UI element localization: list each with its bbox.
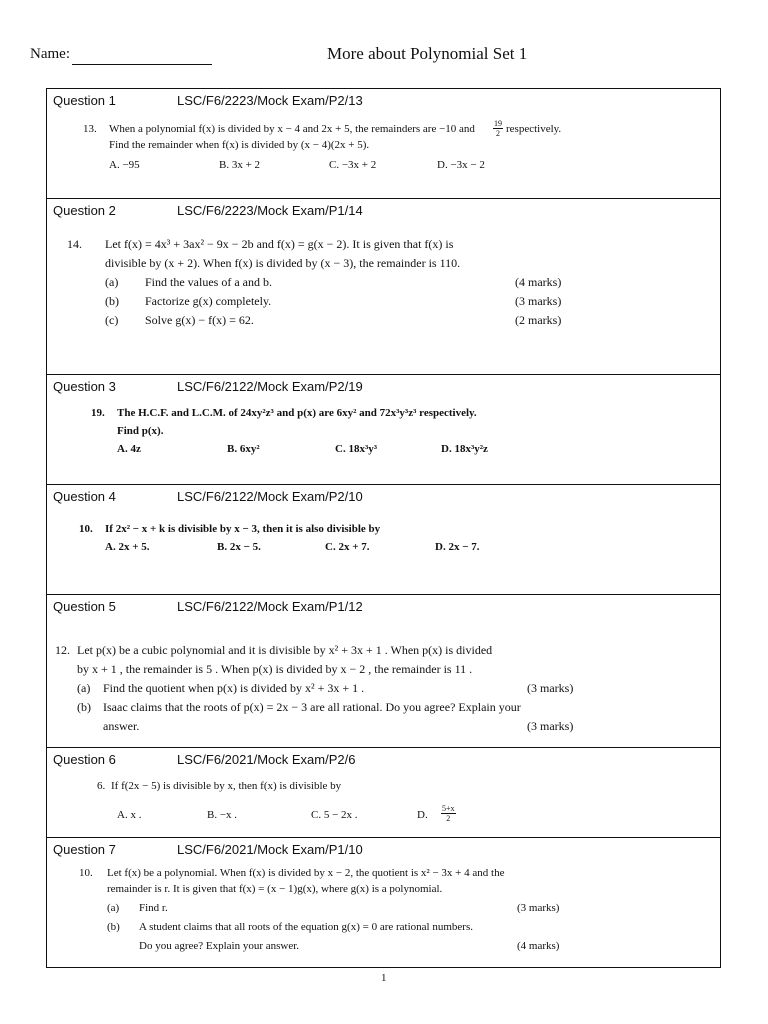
question-6-label: Question 6 <box>53 752 116 767</box>
question-6-line-1: If f(2x − 5) is divisible by x, then f(x) is divisible by <box>111 780 342 792</box>
question-5-part-b-marks: (3 marks) <box>527 719 574 733</box>
question-2-part-b-text: Factorize g(x) completely. <box>145 294 272 308</box>
question-1-option-a: A. −95 <box>109 159 140 171</box>
question-4-reference: LSC/F6/2122/Mock Exam/P2/10 <box>177 489 363 504</box>
question-3-option-b: B. 6xy² <box>227 443 260 455</box>
question-3-number: 19. <box>91 407 105 419</box>
question-5-number: 12. <box>55 643 70 657</box>
fraction-denominator: 2 <box>446 814 451 823</box>
question-3-box <box>47 375 720 485</box>
question-3-option-a: A. 4z <box>117 443 141 455</box>
question-1-option-c: C. −3x + 2 <box>329 159 377 171</box>
question-7-line-1: Let f(x) be a polynomial. When f(x) is divided by x − 2, the quotient is x² − 3x + 4 and the <box>107 867 505 879</box>
question-5-part-b-tag: (b) <box>77 700 91 714</box>
question-2-part-b-marks: (3 marks) <box>515 294 562 308</box>
question-5-line-1: Let p(x) be a cubic polynomial and it is divisible by x² + 3x + 1 . When p(x) is divided <box>77 643 493 657</box>
question-3-line-1: The H.C.F. and L.C.M. of 24xy²z³ and p(x) are 6xy² and 72x³y³z³ respectively. <box>117 407 477 419</box>
question-2-part-c-tag: (c) <box>105 313 119 327</box>
question-2-line-2: divisible by (x + 2). When f(x) is divided by (x − 3), the remainder is 110. <box>105 256 461 270</box>
question-4-line-1: If 2x² − x + k is divisible by x − 3, then it is also divisible by <box>105 523 381 535</box>
question-4-option-b: B. 2x − 5. <box>217 541 261 553</box>
question-5-line-2: by x + 1 , the remainder is 5 . When p(x) is divided by x − 2 , the remainder is 11 . <box>77 662 473 676</box>
question-1-label: Question 1 <box>53 93 116 108</box>
question-5-reference: LSC/F6/2122/Mock Exam/P1/12 <box>177 599 363 614</box>
question-1-option-b: B. 3x + 2 <box>219 159 261 171</box>
question-5-part-a-text: Find the quotient when p(x) is divided by x² + 3x + 1 . <box>103 681 365 695</box>
question-2-part-a-text: Find the values of a and b. <box>145 275 272 289</box>
question-5-label: Question 5 <box>53 599 116 614</box>
question-7-line-2: remainder is r. It is given that f(x) = (x − 1)g(x), where g(x) is a polynomial. <box>107 883 443 895</box>
question-5-part-b-continued: answer. <box>103 719 140 733</box>
fraction-numerator: 5+x <box>442 804 455 813</box>
question-7-part-b-continued: Do you agree? Explain your answer. <box>139 940 300 952</box>
question-7-label: Question 7 <box>53 842 116 857</box>
document-title: More about Polynomial Set 1 <box>327 44 528 63</box>
question-6-option-d: D. <box>417 809 428 821</box>
question-2-part-a-marks: (4 marks) <box>515 275 562 289</box>
question-6-option-b: B. −x . <box>207 809 238 821</box>
question-6-reference: LSC/F6/2021/Mock Exam/P2/6 <box>177 752 356 767</box>
page-number: 1 <box>381 972 387 984</box>
question-6-box <box>47 748 720 838</box>
question-1-option-d: D. −3x − 2 <box>437 159 485 171</box>
question-6-option-d-fraction <box>441 804 456 823</box>
question-7-part-b-tag: (b) <box>107 921 120 933</box>
question-1-line-1-end: respectively. <box>506 123 562 135</box>
question-7-reference: LSC/F6/2021/Mock Exam/P1/10 <box>177 842 363 857</box>
question-7-part-b-marks: (4 marks) <box>517 940 560 952</box>
question-1-line-1: When a polynomial f(x) is divided by x − 4 and 2x + 5, the remainders are −10 and <box>109 123 475 135</box>
question-3-label: Question 3 <box>53 379 116 394</box>
question-4-label: Question 4 <box>53 489 116 504</box>
question-1-number: 13. <box>83 123 97 135</box>
question-4-option-c: C. 2x + 7. <box>325 541 370 553</box>
question-1-reference: LSC/F6/2223/Mock Exam/P2/13 <box>177 93 363 108</box>
fraction-numerator: 19 <box>494 119 502 128</box>
fraction-denominator: 2 <box>496 129 500 138</box>
question-1-line-2: Find the remainder when f(x) is divided by (x − 4)(2x + 5). <box>109 139 370 151</box>
question-7-part-a-marks: (3 marks) <box>517 902 560 914</box>
question-7-part-a-tag: (a) <box>107 902 120 914</box>
name-label: Name: <box>30 46 70 62</box>
question-2-number: 14. <box>67 237 82 251</box>
question-2-part-b-tag: (b) <box>105 294 119 308</box>
question-5-box <box>47 595 720 748</box>
question-1-fraction <box>493 119 503 138</box>
question-4-option-a: A. 2x + 5. <box>105 541 150 553</box>
question-3-line-2: Find p(x). <box>117 425 164 437</box>
question-6-number: 6. <box>97 780 106 792</box>
question-7-part-b-text: A student claims that all roots of the equation g(x) = 0 are rational numbers. <box>139 921 473 933</box>
name-blank-line <box>72 64 212 65</box>
question-3-option-d: D. 18x³y²z <box>441 443 488 455</box>
question-5-part-a-marks: (3 marks) <box>527 681 574 695</box>
question-5-part-b-text: Isaac claims that the roots of p(x) = 2x − 3 are all rational. Do you agree? Explain your <box>103 700 521 714</box>
question-5-part-a-tag: (a) <box>77 681 91 695</box>
question-2-line-1: Let f(x) = 4x³ + 3ax² − 9x − 2b and f(x) = g(x − 2). It is given that f(x) is <box>105 237 454 251</box>
question-7-part-a-text: Find r. <box>139 902 168 914</box>
question-1-box <box>47 89 720 199</box>
question-7-number: 10. <box>79 867 93 879</box>
question-2-part-a-tag: (a) <box>105 275 119 289</box>
question-2-label: Question 2 <box>53 203 116 218</box>
question-2-reference: LSC/F6/2223/Mock Exam/P1/14 <box>177 203 363 218</box>
question-6-option-a: A. x . <box>117 809 142 821</box>
question-7-box <box>47 838 720 969</box>
question-4-box <box>47 485 720 595</box>
question-6-option-c: C. 5 − 2x . <box>311 809 358 821</box>
question-2-part-c-text: Solve g(x) − f(x) = 62. <box>145 313 254 327</box>
question-4-number: 10. <box>79 523 93 535</box>
question-4-option-d: D. 2x − 7. <box>435 541 480 553</box>
question-sheet <box>46 88 721 968</box>
question-2-box <box>47 199 720 375</box>
question-3-reference: LSC/F6/2122/Mock Exam/P2/19 <box>177 379 363 394</box>
question-3-option-c: C. 18x³y³ <box>335 443 378 455</box>
question-2-part-c-marks: (2 marks) <box>515 313 562 327</box>
